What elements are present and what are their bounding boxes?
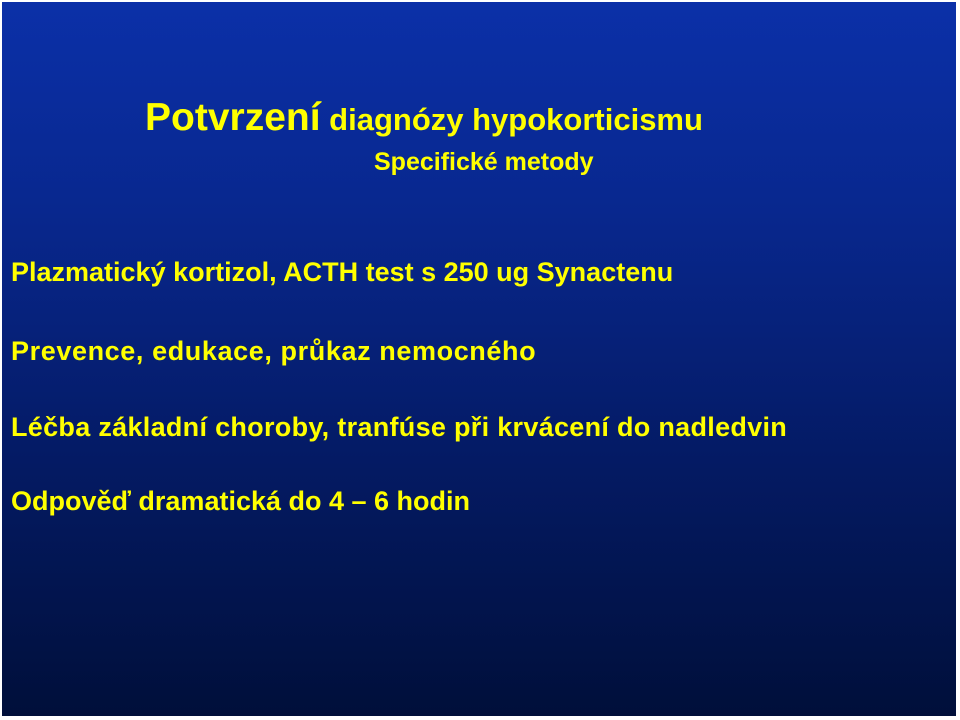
- text-line-treatment: Léčba základní choroby, tranfúse při krvácení do nadledvin: [11, 412, 788, 442]
- text-line-response: Odpověď dramatická do 4 – 6 hodin: [11, 486, 471, 516]
- slide-title-rest: diagnózy hypokorticismu: [320, 102, 703, 137]
- slide: [2, 2, 956, 716]
- text-line-diagnostics: Plazmatický kortizol, ACTH test s 250 ug Synactenu: [11, 257, 674, 287]
- slide-subtitle: Specifické metody: [374, 148, 594, 176]
- slide-title-main: Potvrzení: [145, 96, 321, 139]
- slide-title: [145, 98, 703, 137]
- text-line-prevention: Prevence, edukace, průkaz nemocného: [11, 336, 537, 366]
